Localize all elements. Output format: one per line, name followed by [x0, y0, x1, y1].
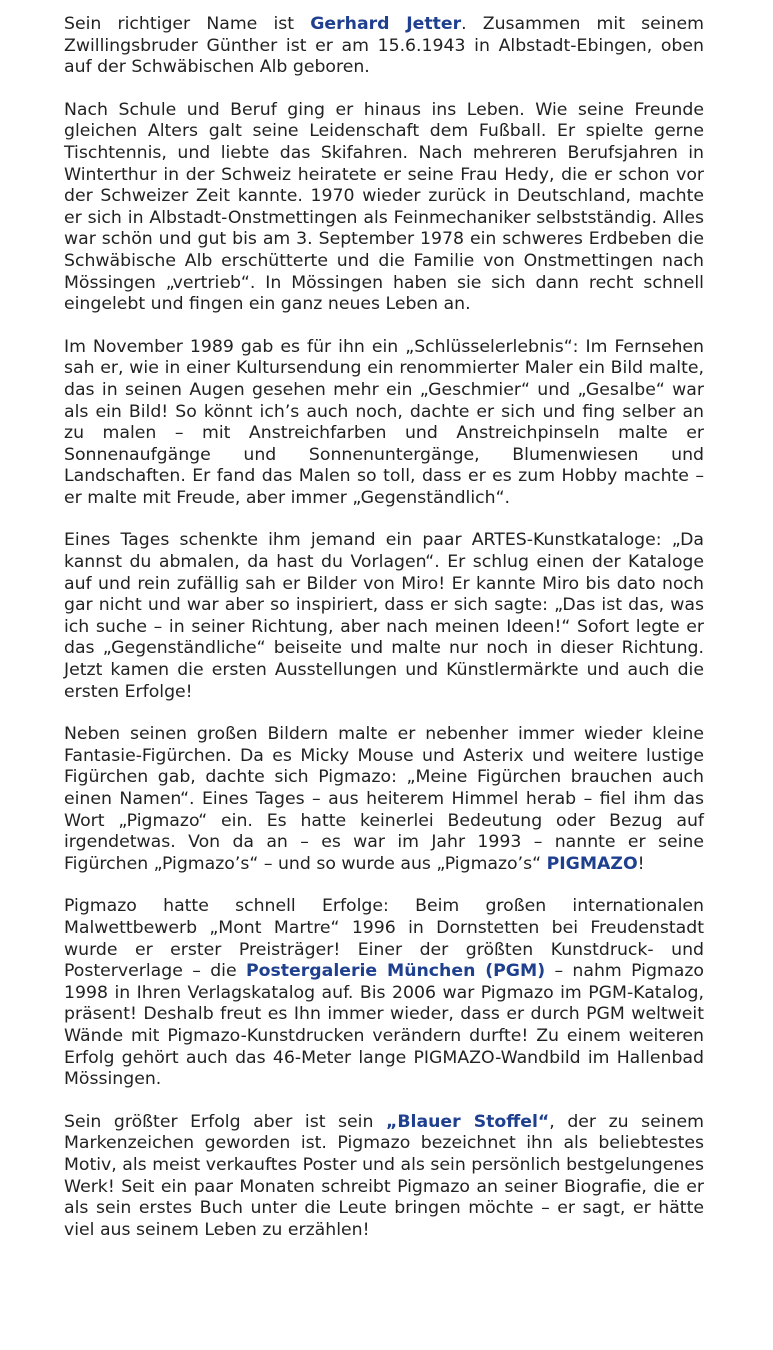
paragraph-pigmazo-name [64, 724, 704, 875]
text-run: . Zusammen mit seinem Zwillingsbruder Günther ist er am 15.6.1943 in Albstadt-Ebingen, oben auf der Schwäbischen Alb geboren. [64, 14, 704, 78]
text-run: Pigmazo hatte schnell Erfolge: Beim großen internationalen Malwettbewerb „Mont Martre“ 1996 in Dornstetten bei Freudenstadt wurde er erster Preisträger! Einer der größten Kunstdruck- und Posterverlage – die [64, 896, 704, 982]
text-run: Neben seinen großen Bildern malte er nebenher immer wieder kleine Fantasie-Figürchen. Da es Micky Mouse und Asterix und weitere lustige Figürchen gab, dachte sich Pigmazo: „Meine Figürchen brauchen auch einen Namen“. Eines Tages – aus heiterem Himmel herab – fiel ihm das Wort „Pigmazo“ ein. Es hatte keinerlei Bedeutung oder Bezug auf irgendetwas. Von da an – es war im Jahr 1993 – nannte er seine Figürchen „Pigmazo’s“ – und so wurde aus „Pigmazo’s“ [64, 724, 704, 874]
text-run: Eines Tages schenkte ihm jemand ein paar ARTES-Kunstkataloge: „Da kannst du abmalen, da hast du Vorlagen“. Er schlug einen der Kataloge auf und rein zufällig sah er Bilder von Miro! Er kannte Miro bis dato noch gar nicht und war aber so inspiriert, dass er sich sagte: „Das ist das, was ich suche – in seiner Richtung, aber nach meinen Ideen!“ Sofort legte er das „Gegenständliche“ beiseite und malte nur noch in dieser Richtung. Jetzt kamen die ersten Ausstellungen und Künstlermärkte und auch die ersten Erfolge! [64, 530, 704, 702]
text-run: Nach Schule und Beruf ging er hinaus ins Leben. Wie seine Freunde gleichen Alters galt seine Leidenschaft dem Fußball. Er spielte gerne Tischtennis, und liebte das Skifahren. Nach mehreren Berufsjahren in Winterthur in der Schweiz heiratete er seine Frau Hedy, die er schon vor der Schweizer Zeit kannte. 1970 wieder zurück in Deutschland, machte er sich in Albstadt-Onstmettingen als Feinmechaniker selbstständig. Alles war schön und gut bis am 3. September 1978 ein schweres Erdbeben die Schwäbische Alb erschütterte und die Familie von Onstmettingen nach Mössingen „vertrieb“. In Mössingen haben sie sich dann recht schnell eingelebt und fingen ein ganz neues Leben an. [64, 99, 704, 315]
paragraph-birth [64, 14, 704, 79]
highlight-blauer-stoffel: „Blauer Stoffel“ [385, 1111, 550, 1132]
highlight-pigmazo: PIGMAZO [546, 853, 638, 874]
paragraph-miro-inspiration [64, 530, 704, 703]
text-run: Sein größter Erfolg aber ist sein [64, 1111, 386, 1132]
text-run: Im November 1989 gab es für ihn ein „Schlüsselerlebnis“: Im Fernsehen sah er, wie in einer Kultursendung ein renommierter Maler ein Bild malte, das in seinen Augen gesehen mehr ein „Geschmier“ und „Gesalbe“ war als ein Bild! So könnt ich’s auch noch, dachte er sich und fing selber an zu malen – mit Anstreichfarben und Anstreichpinseln malte er Sonnenaufgänge und Sonnenuntergänge, Blumenwiesen und Landschaften. Er fand das Malen so toll, dass er es zum Hobby machte – er malte mit Freude, aber immer „Gegenständlich“. [64, 336, 704, 508]
paragraph-early-life [64, 100, 704, 316]
paragraph-blauer-stoffel [64, 1112, 704, 1242]
paragraph-successes [64, 896, 704, 1090]
text-run: , der zu seinem Markenzeichen geworden ist. Pigmazo bezeichnet ihn als beliebtestes Motiv, als meist verkauftes Poster und als sein persönlich bestgelungenes Werk! Seit ein paar Monaten schreibt Pigmazo an seiner Biografie, die er als sein erstes Buch unter die Leute bringen möchte – er sagt, er hätte viel aus seinem Leben zu erzählen! [64, 1111, 704, 1240]
text-run: Sein richtiger Name ist [64, 14, 311, 34]
highlight-postergalerie-muenchen: Postergalerie München (PGM) [245, 961, 546, 982]
highlight-name-gerhard-jetter: Gerhard Jetter [310, 14, 462, 34]
text-run: – nahm Pigmazo 1998 in Ihren Verlagskatalog auf. Bis 2006 war Pigmazo im PGM-Katalog, präsent! Deshalb freut es Ihn immer wieder, dass er durch PGM weltweit Wände mit Pigmazo-Kunstdrucken verändern durfte! Zu einem weiteren Erfolg gehört auch das 46-Meter lange PIGMAZO-Wandbild im Hallenbad Mössingen. [64, 961, 704, 1090]
paragraph-key-experience [64, 337, 704, 510]
text-run: ! [637, 853, 645, 874]
